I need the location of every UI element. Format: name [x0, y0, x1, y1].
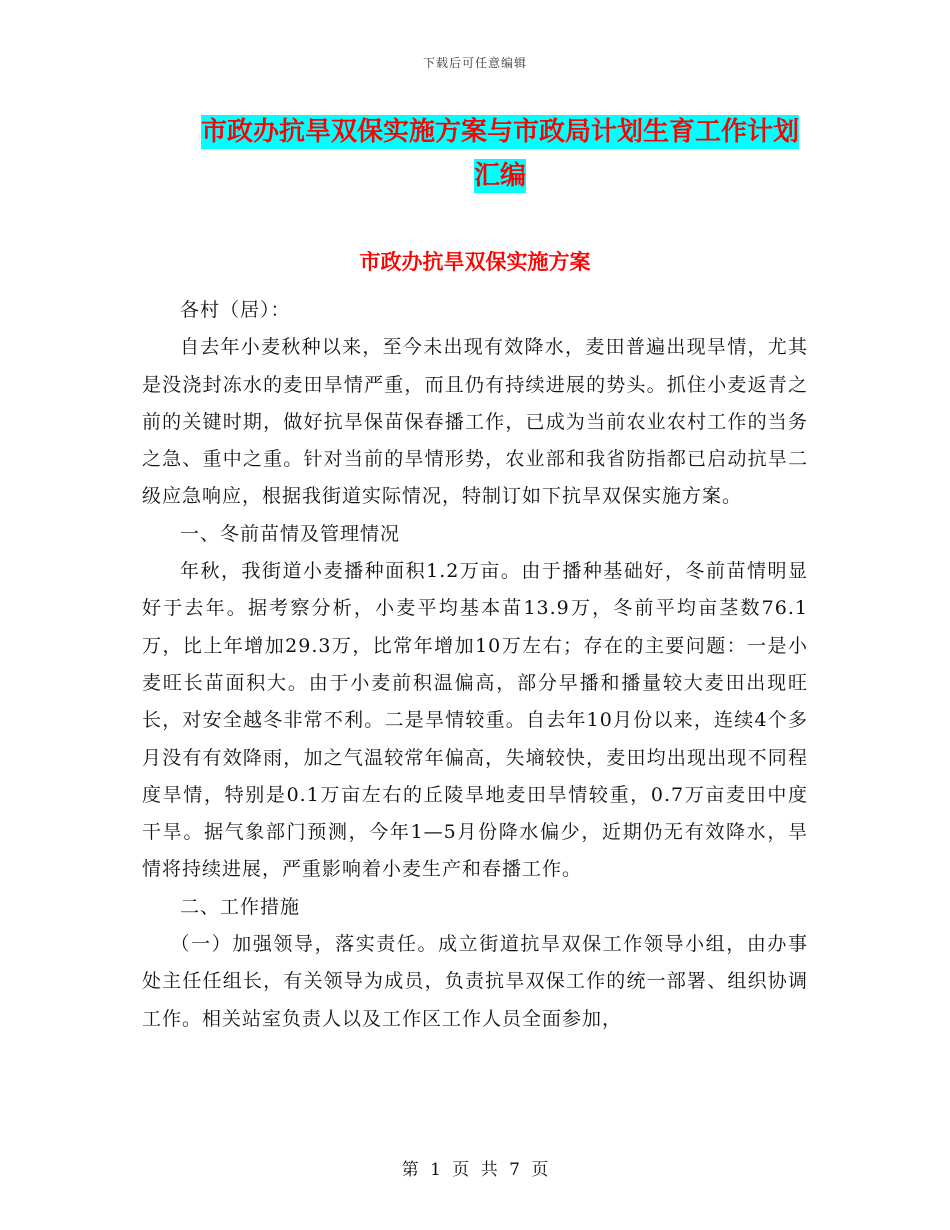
heading-winter-seedlings: 一、冬前苗情及管理情况 [180, 522, 401, 545]
page-number-footer: 第 1 页 共 7 页 [401, 1160, 549, 1180]
page-header-note: 下载后可任意编辑 [422, 56, 527, 70]
document-body [142, 292, 808, 1038]
title-line-2: 汇编 [473, 161, 526, 191]
seedling-situation-paragraph: 年秋，我街道小麦播种面积1.2万亩。由于播种基础好，冬前苗情明显好于去年。据考察分析，小麦平均基本苗13.9万，冬前平均亩茎数76.1万，比上年增加29.3万，比常年增加10万左右；存在的主要问题：一是小麦旺长苗面积大。由于小麦前积温偏高，部分早播和播量较大麦田出现旺长，对安全越冬非常不利。二是旱情较重。自去年10月份以来，连续4个多月没有有效降雨，加之气温较常年偏高，失墒较快，麦田均出现出现不同程度旱情，特别是0.1万亩左右的丘陵旱地麦田旱情较重，0.7万亩麦田中度干旱。据气象部门预测，今年1—5月份降水偏少，近期仍无有效降水，旱情将持续进展，严重影响着小麦生产和春播工作。 [142, 560, 808, 881]
title-line-1: 市政办抗旱双保实施方案与市政局计划生育工作计划 [200, 117, 799, 147]
section-title: 市政办抗旱双保实施方案 [359, 250, 591, 274]
intro-paragraph: 自去年小麦秋种以来，至今未出现有效降水，麦田普遍出现旱情，尤其是没浇封冻水的麦田旱情严重，而且仍有持续进展的势头。抓住小麦返青之前的关键时期，做好抗旱保苗保春播工作，已成为当前农业农村工作的当务之急、重中之重。针对当前的旱情形势，农业部和我省防指都已启动抗旱二级应急响应，根据我街道实际情况，特制订如下抗旱双保实施方案。 [142, 336, 808, 508]
salutation: 各村（居）： [180, 299, 291, 321]
heading-work-measures: 二、工作措施 [180, 895, 301, 918]
document-title [150, 110, 850, 198]
measure-leadership-paragraph: （一）加强领导，落实责任。成立街道抗旱双保工作领导小组，由办事处主任任组长，有关领导为成员，负责抗旱双保工作的统一部署、组织协调工作。相关站室负责人以及工作区工作人员全面参加， [142, 933, 808, 1030]
